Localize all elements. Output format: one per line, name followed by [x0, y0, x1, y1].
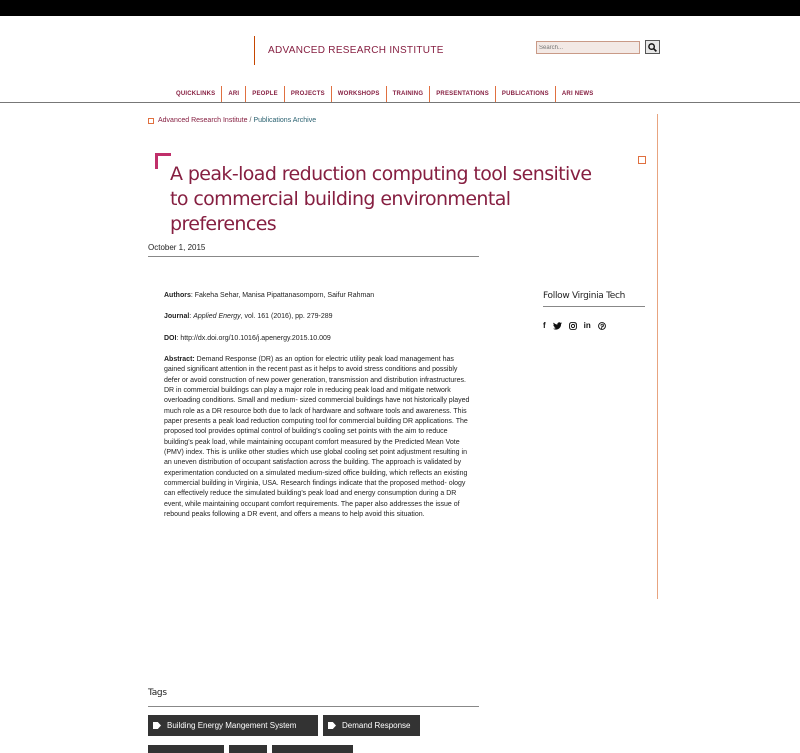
facebook-icon[interactable]: f	[543, 321, 546, 330]
brand-divider	[254, 36, 255, 65]
follow-title: Follow Virginia Tech	[543, 291, 626, 301]
site-brand-link[interactable]: ADVANCED RESEARCH INSTITUTE	[268, 45, 444, 56]
content-right-border	[657, 114, 658, 599]
main-nav	[170, 86, 600, 102]
doi-value: : http://dx.doi.org/10.1016/j.apenergy.2015.10.009	[176, 335, 331, 342]
tag-demand-response[interactable]	[323, 715, 420, 736]
breadcrumb-square-icon	[148, 118, 154, 124]
nav-projects[interactable]: PROJECTS	[284, 86, 331, 102]
search-icon	[648, 43, 657, 52]
nav-ari[interactable]: ARI	[221, 86, 245, 102]
search-input[interactable]	[536, 41, 640, 54]
journal-label: Journal	[164, 313, 190, 320]
breadcrumb	[148, 117, 316, 124]
linkedin-icon[interactable]: in	[583, 321, 591, 330]
tag-partial[interactable]	[148, 745, 224, 753]
abstract	[164, 355, 474, 521]
title-bracket-icon	[155, 153, 171, 169]
doi-label: DOI	[164, 335, 177, 342]
journal-line: Journal: Applied Energy, vol. 161 (2016), pp. 279-289	[164, 313, 333, 320]
tag-label: Building Energy Mangement System	[167, 721, 297, 730]
twitter-icon[interactable]	[553, 322, 562, 330]
search-button[interactable]	[645, 40, 660, 54]
top-black-bar	[0, 0, 800, 16]
square-icon	[638, 156, 646, 164]
abstract-text: Demand Response (DR) as an option for electric utility peak load management has gained significant attention in the recent past as it helps to avoid stress conditions and possibly defer or avoid construction of new power generation, transmission and distribution infrastructures. DR in commercial buildings can play a major role in reducing peak load and mitigate network overloading conditions. Small and medium- sized commercial buildings have not historically played much role as a DR resource both due to lack of hardware and software tools and awareness. This paper presents a peak load reduction computing tool for commercial building DR applications. The proposed tool provides optimal control of building’s cooling set points with the aim to reduce building’s peak load, while maintaining occupant comfort measured by the Predicted Mean Vote (PMV) index. This is unlike other studies which use global cooling set point adjustment resulting in an uneven distribution of occupant satisfaction across the building. The approach is validated by experimentation conducted on a simulated medium-sized office building, which reflects an existing commercial building in Virginia, USA. Research findings indicate that the proposed method- ology can effectively reduce the simulated building’s peak load and energy consumption during a DR event, while maintaining occupant comfort requirements. The paper also addresses the issue of rebound peaks following a DR event, and offers a means to help avoid this situation.	[164, 356, 470, 519]
tag-icon	[328, 722, 336, 729]
page-title: A peak-load reduction computing tool sensitive to commercial building environmental preferences	[170, 163, 592, 235]
tags-divider	[148, 706, 479, 707]
nav-publications[interactable]: PUBLICATIONS	[495, 86, 555, 102]
publish-date: October 1, 2015	[148, 243, 206, 252]
breadcrumb-separator: /	[249, 117, 252, 124]
journal-details: , vol. 161 (2016), pp. 279-289	[240, 313, 333, 320]
doi-line	[164, 335, 474, 342]
date-divider	[148, 256, 479, 257]
authors-line	[164, 292, 474, 299]
nav-workshops[interactable]: WORKSHOPS	[331, 86, 386, 102]
abstract-label: Abstract:	[164, 356, 195, 363]
instagram-icon[interactable]	[569, 322, 577, 330]
authors-value: : Fakeha Sehar, Manisa Pipattanasomporn, Saifur Rahman	[190, 292, 375, 299]
journal-name: Applied Energy	[193, 313, 241, 320]
follow-divider	[543, 306, 645, 307]
breadcrumb-home-link[interactable]: Advanced Research Institute	[158, 117, 248, 124]
tags-title: Tags	[148, 688, 167, 698]
nav-quicklinks[interactable]: QUICKLINKS	[176, 91, 216, 97]
nav-ari-news[interactable]: ARI NEWS	[555, 86, 600, 102]
tag-icon	[153, 722, 161, 729]
nav-people[interactable]: PEOPLE	[245, 86, 284, 102]
nav-divider	[0, 102, 800, 103]
nav-training[interactable]: TRAINING	[386, 86, 430, 102]
tag-building-energy-management-system[interactable]	[148, 715, 318, 736]
breadcrumb-current: Publications Archive	[253, 117, 317, 124]
authors-label: Authors	[164, 292, 191, 299]
tag-partial[interactable]	[229, 745, 267, 753]
tag-partial[interactable]	[272, 745, 353, 753]
social-links	[543, 321, 606, 330]
tag-label: Demand Response	[342, 721, 411, 730]
pinterest-icon[interactable]	[598, 322, 606, 330]
nav-presentations[interactable]: PRESENTATIONS	[429, 86, 495, 102]
